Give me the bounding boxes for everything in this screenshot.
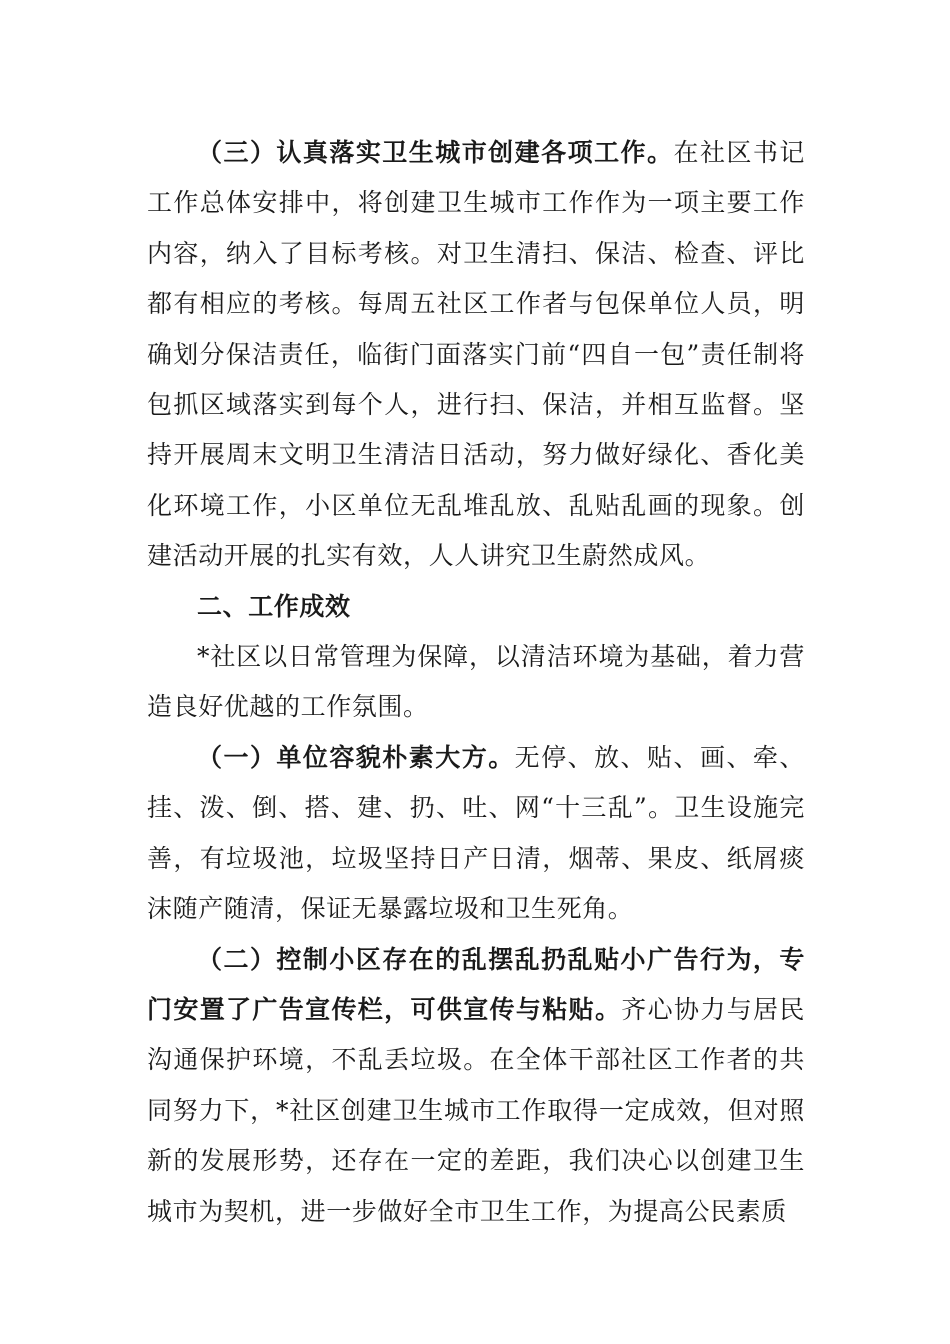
section-heading: 二、工作成效	[197, 591, 351, 621]
paragraph-bold-lead: （三）认真落实卫生城市创建各项工作。	[197, 138, 674, 167]
paragraph-implementation	[147, 128, 805, 582]
paragraph-advertising	[147, 935, 805, 1237]
paragraph-text: *社区以日常管理为保障，以清洁环境为基础，着力营造良好优越的工作氛围。	[147, 642, 805, 722]
paragraph-bold-lead: （一）单位容貌朴素大方。	[197, 742, 515, 772]
paragraph-intro	[147, 632, 805, 733]
paragraph-bold-lead: （二）控制小区存在的乱摆乱扔乱贴小广告行为，专门安置了广告宣传栏，可供宣传与粘贴。	[147, 944, 805, 1024]
paragraph-appearance	[147, 733, 805, 935]
document-body	[147, 128, 805, 1237]
paragraph-text: 齐心协力与居民沟通保护环境，不乱丢垃圾。在全体干部社区工作者的共同努力下，*社区创建卫生城市工作取得一定成效，但对照新的发展形势，还存在一定的差距，我们决心以创建卫生城市为契机，进一步做好全市卫生工作，为提高公民素质	[147, 994, 805, 1226]
paragraph-text: 在社区书记工作总体安排中，将创建卫生城市工作作为一项主要工作内容，纳入了目标考核。对卫生清扫、保洁、检查、评比都有相应的考核。每周五社区工作者与包保单位人员，明确划分保洁责任，临街门面落实门前“四自一包”责任制将包抓区域落实到每个人，进行扫、保洁，并相互监督。坚持开展周末文明卫生清洁日活动，努力做好绿化、香化美化环境工作，小区单位无乱堆乱放、乱贴乱画的现象。创建活动开展的扎实有效，人人讲究卫生蔚然成风。	[147, 138, 805, 571]
paragraph-text: 无停、放、贴、画、牵、挂、泼、倒、搭、建、扔、吐、网“十三乱”。卫生设施完善，有垃圾池，垃圾坚持日产日清，烟蒂、果皮、纸屑痰沫随产随清，保证无暴露垃圾和卫生死角。	[147, 742, 805, 924]
